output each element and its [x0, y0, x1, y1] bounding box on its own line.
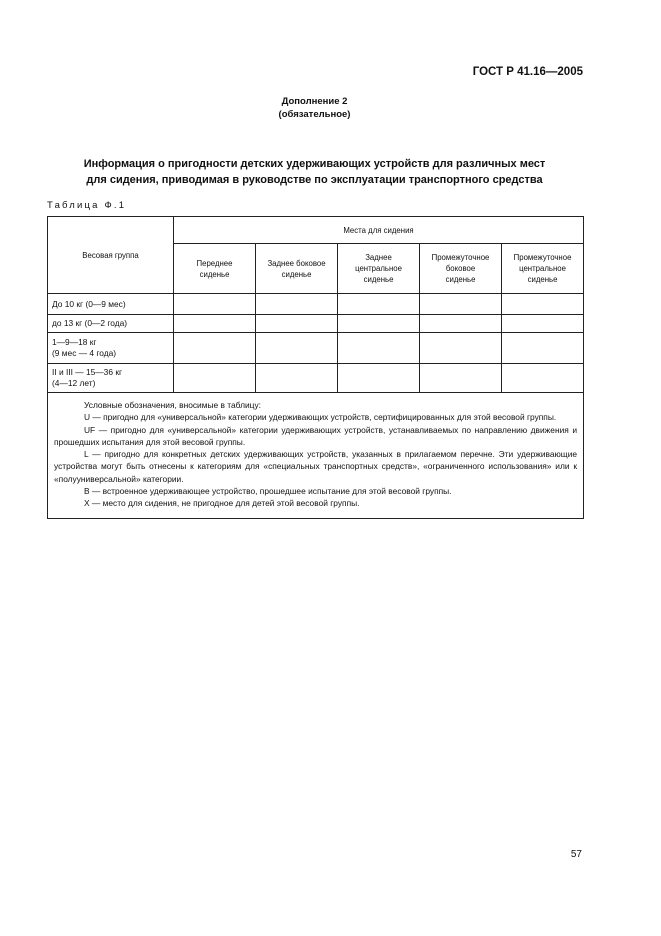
table-cell [420, 333, 502, 364]
table-row [48, 294, 584, 315]
table-cell [420, 294, 502, 315]
row-label: До 10 кг (0—9 мес) [48, 294, 174, 315]
note-line: Условные обозначения, вносимые в таблицу: [84, 400, 261, 410]
table-row [48, 364, 584, 393]
table-cell [338, 294, 420, 315]
appendix-heading [0, 95, 629, 121]
table-cell [502, 364, 584, 393]
table-row [48, 315, 584, 333]
table-cell [256, 333, 338, 364]
table-cell [256, 315, 338, 333]
table-cell [174, 294, 256, 315]
note-line: L — пригодно для конкретных детских удерживающих устройств, указанных в прилагаемом перечне. Эти удерживающие устройства могут быть отнесены к категориям для «специальных транспортных средств», «ограниченного использования» или к «полууниверсальной» категории. [54, 449, 578, 484]
table-cell [256, 294, 338, 315]
notes-row [48, 393, 584, 519]
table-cell [174, 333, 256, 364]
table-cell [338, 315, 420, 333]
table-cell [420, 315, 502, 333]
page-number: 57 [570, 849, 582, 860]
column-header: Промежуточное боковое сиденье [420, 244, 502, 294]
column-header: Заднее центральное сиденье [338, 244, 420, 294]
column-header: Промежуточное центральное сиденье [502, 244, 584, 294]
weight-group-header: Весовая группа [48, 217, 174, 294]
title-line-1: Информация о пригодности детских удерживающих устройств для различных мест [83, 158, 546, 170]
table-label: Таблица Ф.1 [47, 200, 127, 211]
legend-notes [48, 393, 584, 519]
row-label: II и III — 15—36 кг (4—12 лет) [48, 364, 174, 393]
table-cell [502, 333, 584, 364]
table-cell [502, 294, 584, 315]
table-cell [420, 364, 502, 393]
column-header: Переднее сиденье [174, 244, 256, 294]
note-line: X — место для сидения, не пригодное для детей этой весовой группы. [84, 498, 360, 509]
seat-suitability-table [47, 216, 584, 519]
table-cell [174, 364, 256, 393]
title-line-2: для сидения, приводимая в руководстве по эксплуатации транспортного средства [86, 174, 543, 186]
note-line: B — встроенное удерживающее устройство, прошедшее испытание для этой весовой группы. [84, 486, 452, 497]
standard-number: ГОСТ Р 41.16—2005 [472, 66, 583, 78]
note-line: UF — пригодно для «универсальной» категории удерживающих устройств, устанавливаемых по направлению движения и прошедших испытания для этой весовой группы. [54, 424, 578, 447]
row-label: до 13 кг (0—2 года) [48, 315, 174, 333]
appendix-title: Дополнение 2 [281, 96, 348, 107]
table-cell [502, 315, 584, 333]
table-cell [338, 364, 420, 393]
appendix-status: (обязательное) [278, 109, 351, 120]
note-line: U — пригодно для «универсальной» категории удерживающих устройств, сертифицированных для этой весовой группы. [84, 412, 557, 423]
seats-header: Места для сидения [174, 217, 584, 244]
row-label: 1—9—18 кг (9 мес — 4 года) [48, 333, 174, 364]
column-header: Заднее боковое сиденье [256, 244, 338, 294]
table-cell [338, 333, 420, 364]
table-cell [256, 364, 338, 393]
document-title [40, 156, 589, 188]
table-cell [174, 315, 256, 333]
table-row [48, 333, 584, 364]
